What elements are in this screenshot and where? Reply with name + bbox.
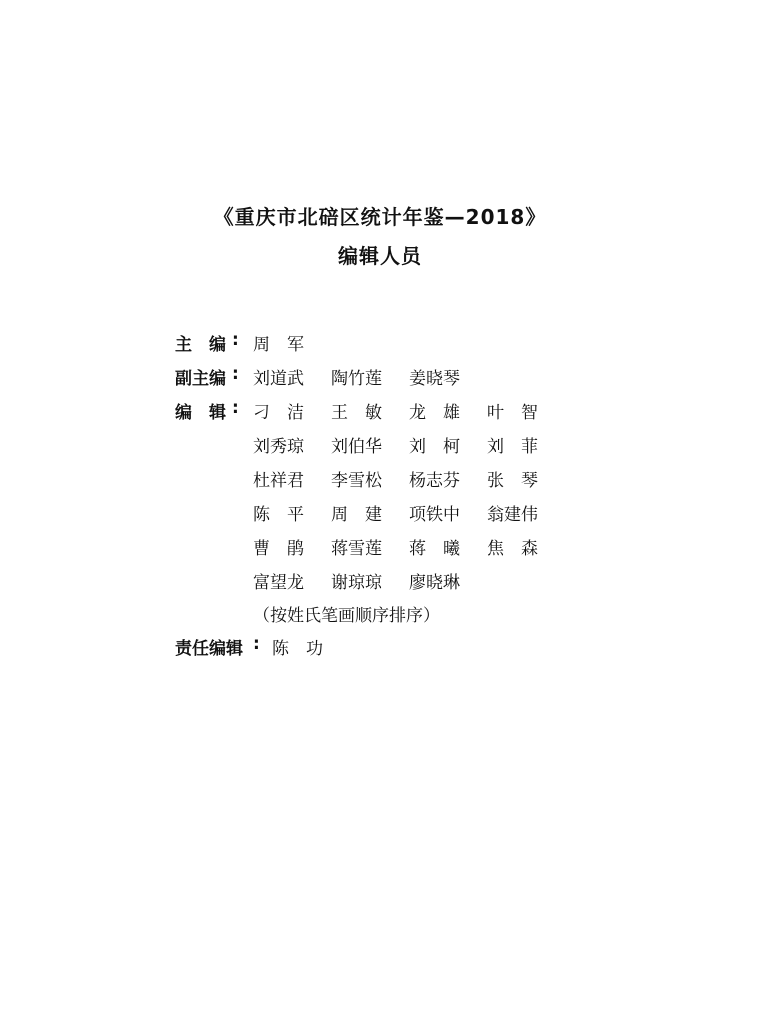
editors-names-row	[253, 500, 565, 525]
deputy-chief-editors-names	[253, 364, 487, 389]
staff-name: 周 军	[253, 335, 304, 355]
staff-name: 李雪松	[331, 471, 382, 491]
staff-name: 刘伯华	[331, 437, 382, 457]
section-title: 编辑人员	[338, 244, 422, 268]
staff-name: 富望龙	[253, 573, 304, 593]
chief-editor-names	[253, 330, 331, 355]
editors-names-row	[253, 398, 565, 423]
editors-names-row	[253, 534, 565, 559]
staff-name: 杨志芬	[409, 471, 460, 491]
staff-name: 龙 雄	[409, 403, 460, 423]
staff-name: 刁 洁	[253, 403, 304, 423]
staff-name: 翁建伟	[487, 505, 538, 525]
staff-name: 刘秀琼	[253, 437, 304, 457]
staff-name: 廖晓琳	[409, 573, 460, 593]
staff-name: 谢琼琼	[331, 573, 382, 593]
staff-name: 蒋雪莲	[331, 539, 382, 559]
deputy-chief-editors-label: 副主编	[175, 369, 226, 389]
yearbook-title: 《重庆市北碚区统计年鉴—2018》	[213, 205, 547, 229]
ordering-note: （按姓氏笔画顺序排序）	[253, 606, 440, 626]
editors-names-row	[253, 432, 565, 457]
editors-names-row	[253, 568, 487, 593]
colon: :	[253, 634, 260, 654]
staff-name: 焦 森	[487, 539, 538, 559]
staff-name: 杜祥君	[253, 471, 304, 491]
staff-name: 刘道武	[253, 369, 304, 389]
staff-name: 陶竹莲	[331, 369, 382, 389]
colon: :	[232, 398, 239, 418]
staff-name: 叶 智	[487, 403, 538, 423]
editors-names-row	[253, 466, 565, 491]
staff-name: 刘 菲	[487, 437, 538, 457]
responsible-editor-names	[272, 634, 350, 659]
staff-name: 刘 柯	[409, 437, 460, 457]
staff-name: 曹 鹃	[253, 539, 304, 559]
chief-editor-label: 主 编	[175, 335, 226, 355]
staff-name: 周 建	[331, 505, 382, 525]
staff-name: 陈 功	[272, 639, 323, 659]
colon: :	[232, 364, 239, 384]
staff-name: 姜晓琴	[409, 369, 460, 389]
staff-name: 项铁中	[409, 505, 460, 525]
staff-name: 蒋 曦	[409, 539, 460, 559]
responsible-editor-label: 责任编辑	[175, 639, 243, 659]
colon: :	[232, 330, 239, 350]
staff-name: 张 琴	[487, 471, 538, 491]
staff-name: 陈 平	[253, 505, 304, 525]
staff-name: 王 敏	[331, 403, 382, 423]
editors-label: 编 辑	[175, 403, 226, 423]
